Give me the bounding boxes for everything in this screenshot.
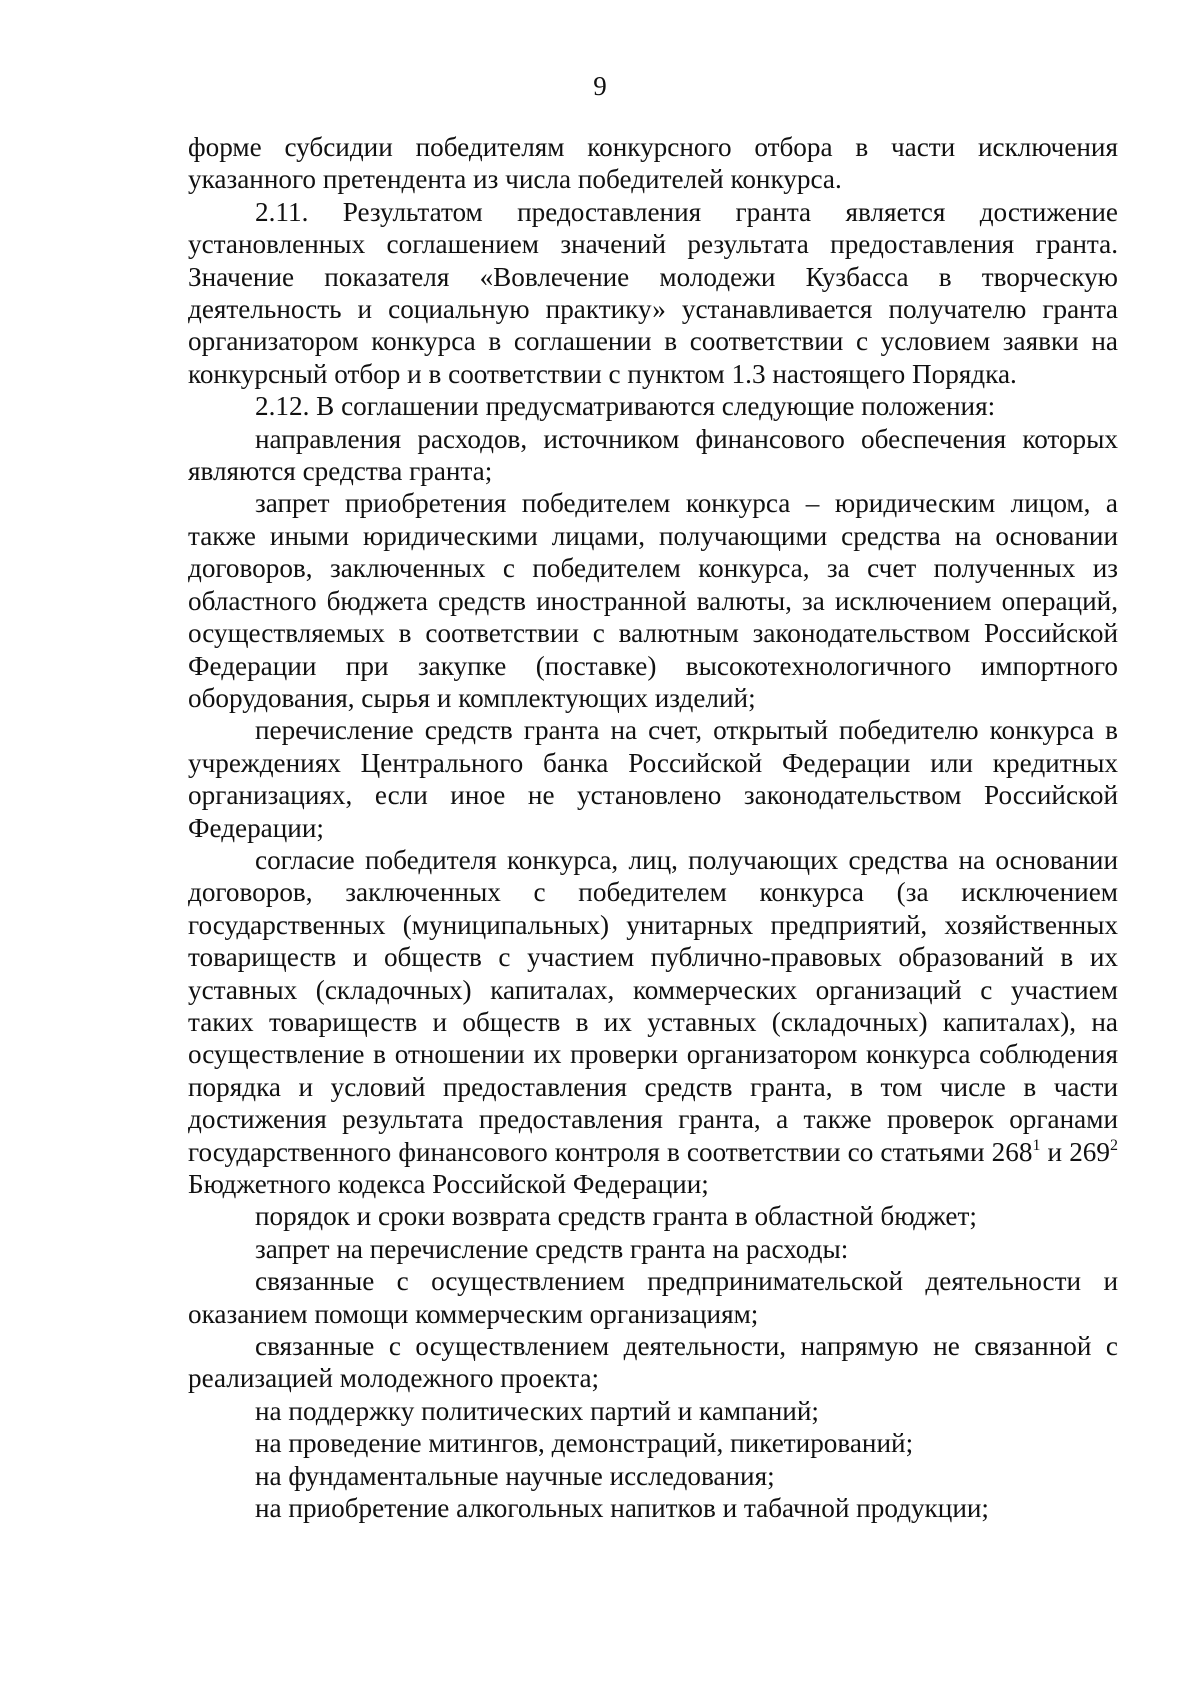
list-item-business-activity: связанные с осуществлением предпринимательской деятельности и оказанием помощи коммерческим организациям; <box>188 1266 1118 1329</box>
list-item-research: на фундаментальные научные исследования; <box>255 1460 775 1491</box>
list-item-unrelated-activity: связанные с осуществлением деятельности, напрямую не связанной с реализацией молодежного проекта; <box>188 1331 1118 1394</box>
paragraph-continuation: форме субсидии победителям конкурсного отбора в части исключения указанного претендента из числа победителей конкурса. <box>188 132 1118 195</box>
list-item-refund-procedure: порядок и сроки возврата средств гранта в областной бюджет; <box>255 1201 977 1232</box>
list-item-consent <box>188 844 1118 1200</box>
superscript-2: 2 <box>1109 1136 1118 1154</box>
document-body <box>188 131 1118 1524</box>
paragraph-2-12: 2.12. В соглашении предусматриваются следующие положения: <box>255 391 996 422</box>
list-item-expense-ban: запрет на перечисление средств гранта на расходы: <box>255 1233 849 1264</box>
consent-text-middle: и 269 <box>1040 1136 1110 1167</box>
superscript-1: 1 <box>1032 1136 1041 1154</box>
consent-text-start: согласие победителя конкурса, лиц, получающих средства на основании договоров, заключенных с победителем конкурса (за исключением государственных (муниципальных) унитарных предприятий, хозяйственных товариществ и обществ с участием публично-правовых образований в их уставных (складочных) капиталах, коммерческих организаций с участием таких товариществ и обществ в их уставных (складочных) капиталах), на осуществление в отношении их проверки организатором конкурса соблюдения порядка и условий предоставления средств гранта, в том числе в части достижения результата предоставления гранта, а также проверок органами государственного финансового контроля в соответствии со статьями 268 <box>188 844 1118 1167</box>
list-item-political-parties: на поддержку политических партий и кампаний; <box>255 1395 819 1426</box>
page-number: 9 <box>593 71 607 101</box>
paragraph-2-11: 2.11. Результатом предоставления гранта является достижение установленных соглашением значений результата предоставления гранта. Значение показателя «Вовлечение молодежи Кузбасса в творческую деятельность и социальную практику» устанавливается получателю гранта организатором конкурса в соглашении в соответствии с условием заявки на конкурсный отбор и в соответствии с пунктом 1.3 настоящего Порядка. <box>188 196 1118 389</box>
list-item-rallies: на проведение митингов, демонстраций, пикетирований; <box>255 1428 914 1459</box>
list-item-expense-directions: направления расходов, источником финансового обеспечения которых являются средства гранта; <box>188 423 1118 487</box>
consent-text-end: Бюджетного кодекса Российской Федерации; <box>188 1169 709 1199</box>
list-item-alcohol-tobacco: на приобретение алкогольных напитков и табачной продукции; <box>255 1493 989 1524</box>
list-item-account-transfer: перечисление средств гранта на счет, открытый победителю конкурса в учреждениях Центрального банка Российской Федерации или кредитных организациях, если иное не установлено законодательством Российской Федерации; <box>188 715 1118 843</box>
list-item-currency-ban: запрет приобретения победителем конкурса – юридическим лицом, а также иными юридическими лицами, получающими средства на основании договоров, заключенных с победителем конкурса, за счет полученных из областного бюджета средств иностранной валюты, за исключением операций, осуществляемых в соответствии с валютным законодательством Российской Федерации при закупке (поставке) высокотехнологичного импортного оборудования, сырья и комплектующих изделий; <box>188 488 1118 713</box>
